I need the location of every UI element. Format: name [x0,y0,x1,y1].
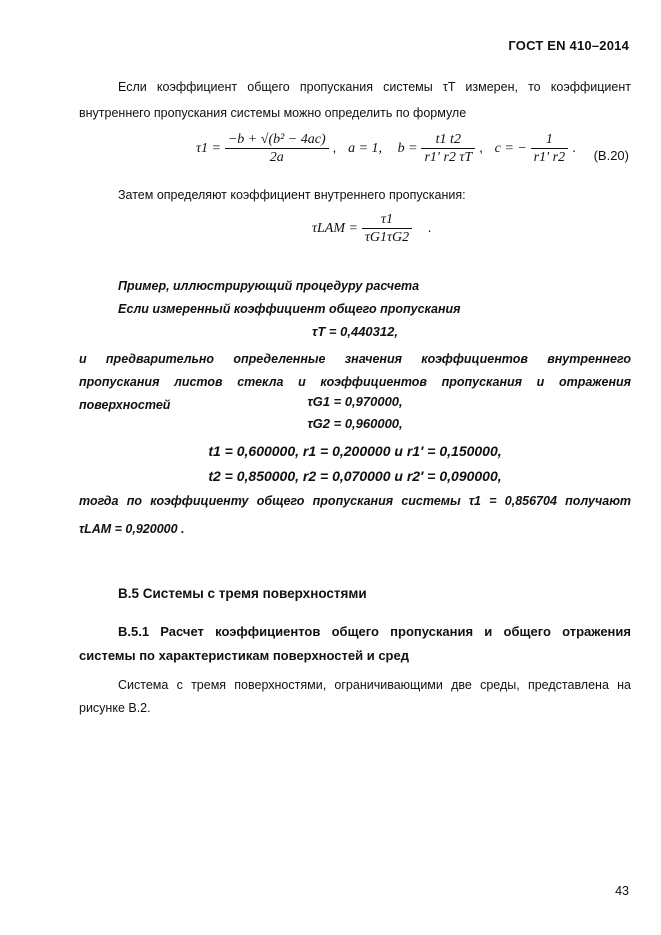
b-label: b = [397,141,418,157]
tau-lam-lhs: τLAM = [312,221,358,237]
quadratic-numerator: −b + √(b² − 4ac) [225,132,329,149]
b-numerator: t1 t2 [421,132,475,149]
example-tau-g2: τG2 = 0,960000, [307,416,403,431]
page-number: 43 [615,884,629,898]
quadratic-denominator: 2a [269,150,284,165]
c-denominator: r1′ r2 [533,150,566,165]
example-line2: и предварительно определенные значения коэффициентов внутреннего пропускания листов стекла и коэффициентов пропускания и отражения поверхностей [79,352,631,412]
example-tau-g1: τG1 = 0,970000, [307,394,403,409]
example-row2: t2 = 0,850000, r2 = 0,070000 и r2′ = 0,090000, [208,468,502,484]
example-line1: Если измеренный коэффициент общего пропускания [118,302,461,316]
subsection-heading: В.5.1 Расчет коэффициентов общего пропускания и общего отражения системы по характеристикам поверхностей и сред [79,624,631,663]
c-numerator: 1 [531,132,568,149]
example-title: Пример, иллюстрирующий процедуру расчета [118,279,420,293]
example-line3: тогда по коэффициенту общего пропускания системы τ1 = 0,856704 получают [79,494,631,508]
formula-lhs: τ1 = [196,141,221,157]
tau-lam-fraction [362,212,412,245]
c-label: c = − [494,141,527,157]
a-definition: a = 1, [348,141,383,157]
tau-lam-period: . [427,219,432,236]
tau-lam-denominator: τG1τG2 [364,230,410,245]
tau-lam-numerator: τ1 [362,212,412,229]
b-fraction [421,132,475,165]
equation-number: (В.20) [593,148,629,163]
quadratic-fraction [225,132,329,165]
example-tau-t: τT = 0,440312, [312,324,398,339]
c-fraction [531,132,568,165]
section-heading: В.5 Системы с тремя поверхностями [118,586,367,601]
b-denominator: r1′ r2 τT [424,150,473,165]
example-result: τLAM = 0,920000 . [79,522,185,536]
formula-tau-lam [312,212,432,245]
body-paragraph: Система с тремя поверхностями, ограничивающими две среды, представлена на рисунке В.2. [79,678,631,715]
document-code-header: ГОСТ EN 410–2014 [508,38,629,53]
formula-b20: τ1 = $\frac{\text{−b + √(b² − 4ac)}}{2a}$ , a = 1, b = $\frac{t1 t2}{r1' r2 \tau T}$ , c = − $\frac{1}{r1' r2}$ . [196,132,576,165]
intro-paragraph: Если коэффициент общего пропускания системы τT измерен, то коэффициент внутреннего пропускания системы можно определить по формуле [79,80,631,120]
then-paragraph: Затем определяют коэффициент внутреннего пропускания: [118,188,466,202]
example-row1: t1 = 0,600000, r1 = 0,200000 и r1′ = 0,150000, [208,443,502,459]
